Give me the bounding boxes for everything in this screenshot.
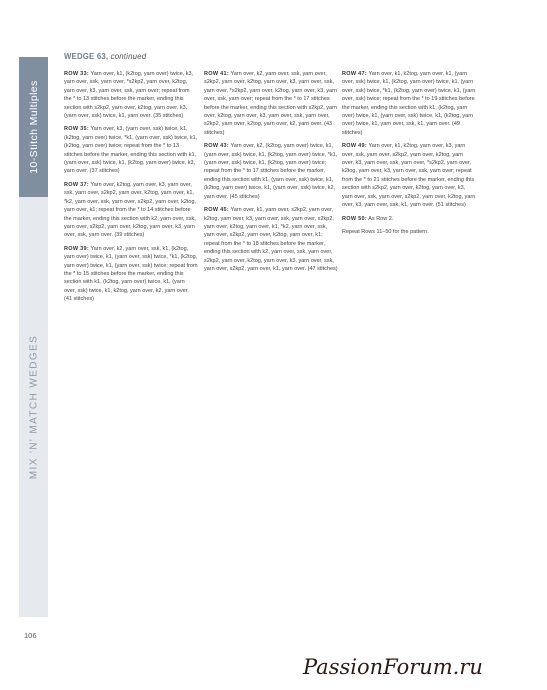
- row-label: ROW 33:: [64, 71, 90, 77]
- row-text: Yarn over, k1, (k2tog, yarn over) twice, k3, yarn over, ssk, yarn over, *s2kp2, yarn over, k2tog, yarn over, k3, yarn over, ssk, yarn over; repeat from the * to 13 stitches before the marker, ending this section with s2kp2, yarn over, k2tog, yarn over, k3, (yarn over, ssk) twice, k1, yarn over. (35 stitches): [64, 71, 194, 120]
- page-number: 106: [24, 631, 37, 640]
- sidebar-chapter-label: MIX 'N' MATCH WEDGES: [28, 334, 39, 480]
- instructions-column-1: [64, 70, 198, 309]
- row-instruction: [204, 70, 338, 137]
- sidebar-section-tab: [19, 57, 48, 197]
- row-text: Yarn over, k2, yarn over, ssk, k1, (k2tog, yarn over) twice, k1, (yarn over, ssk) twice, *k1, (k2tog, yarn over) twice, k1, (yarn over, ssk) twice; repeat from the * to 15 stitches before the marker, ending this section with k1, (k2tog, yarn over) twice, k1, (yarn over, ssk) twice, k1, k2tog, yarn over, k2, yarn over. (41 stitches): [64, 245, 198, 303]
- row-label: ROW 47:: [342, 71, 368, 77]
- row-instruction: [64, 125, 198, 175]
- row-instruction: [204, 142, 338, 201]
- row-instruction: [204, 206, 338, 273]
- row-text: Yarn over, k2tog, yarn over, k3, yarn over, ssk, yarn over, s2kp2, yarn over, k2tog, yarn over, k1, *k2, yarn over, ssk, yarn over, s2kp2, yarn over, k2tog, yarn over, k1; repeat from the * to 14 stitches before the marker, ending this section with k2, yarn over, ssk, yarn over, s2kp2, yarn over, k2tog, yarn over, k3, yarn over, ssk, yarn over. (39 stitches): [64, 181, 197, 239]
- row-label: ROW 35:: [64, 126, 90, 133]
- row-text: Yarn over, k3, (yarn over, ssk) twice, k1, (k2tog, yarn over) twice, *k1, (yarn over, ssk) twice, k1, (k2tog, yarn over) twice; repeat from the * to 13 stitches before the marker, ending this section with k1, (yarn over, ssk) twice, k1, (k2tog, yarn over) twice, k3, yarn over. (37 stitches): [64, 126, 198, 175]
- row-instruction: [64, 181, 198, 240]
- row-label: ROW 50:: [342, 215, 368, 222]
- row-text: Yarn over, k2, (k2tog, yarn over) twice, k1, (yarn over, ssk) twice, k1, (k2tog, yarn over) twice, *k1, (yarn over, ssk) twice, k1, (k2tog, yarn over) twice; repeat from the * to 17 stitches before the marker, ending this section with k1, (yarn over, ssk) twice, k1, (k2tog, yarn over) twice, k1, (yarn over, ssk) twice, k2, yarn over. (45 stitches): [204, 143, 338, 200]
- section-heading-continued: continued: [110, 52, 147, 61]
- row-label: ROW 43:: [204, 143, 230, 150]
- row-label: ROW 37:: [64, 181, 90, 188]
- row-instruction: [342, 70, 476, 137]
- row-text: As Row 2.: [368, 215, 394, 222]
- row-label: ROW 45:: [204, 207, 230, 214]
- row-instruction: [342, 215, 476, 223]
- sidebar-section-label: 10-Stitch Multiples: [27, 80, 40, 174]
- sidebar-chapter-tab: [19, 197, 48, 617]
- row-label: ROW 49:: [342, 143, 368, 150]
- watermark-text: PassionForum.ru: [303, 655, 483, 679]
- section-heading: [64, 52, 146, 61]
- row-instruction: [342, 142, 476, 209]
- instructions-column-3: [342, 70, 476, 241]
- row-text: Yarn over, k1, yarn over, s2kp2, yarn over, k2tog, yarn over, k3, yarn over, ssk, yarn over, s2kp2, yarn over, k2tog, yarn over, k1, *k2, yarn over, ssk, yarn over, s2kp2, yarn over, k2tog, yarn over, k1; repeat from the * to 18 stitches before the marker, ending this section with k2, yarn over, ssk, yarn over, s2kp2, yarn over, k2tog, yarn over, k3, yarn over, ssk, yarn over, s2kp2, yarn over, k1, yarn over. (47 stitches): [204, 207, 338, 272]
- row-instruction: [64, 245, 198, 304]
- row-label: ROW 39:: [64, 245, 90, 252]
- row-label: ROW 41:: [204, 71, 230, 77]
- instructions-column-2: [204, 70, 338, 278]
- row-text: Yarn over, k1, k2tog, yarn over, k1, (yarn over, ssk) twice, k1, (k2tog, yarn over) twice, k1, (yarn over, ssk) twice, *k1, (k2tog, yarn over) twice, k1, (yarn over, ssk) twice; repeat from the * to 19 stitches before the marker, ending this section with k1, (k2tog, yarn over) twice, k1, (yarn over, ssk) twice, k1, (k2tog, yarn over) twice, k1, yarn over, ssk, k1, yarn over. (49 stitches): [342, 71, 476, 136]
- row-text: Yarn over, k1, k2tog, yarn over, k3, yarn over, ssk, yarn over, s2kp2, yarn over, k2tog, yarn over, k3, yarn over, ssk, yarn over, *s2kp2, yarn over, k2tog, yarn over, k3, yarn over, ssk, yarn over; repeat from the * to 21 stitches before the marker, ending this section with s2kp2, yarn over, k2tog, yarn over, k3, yarn over, ssk, yarn over, s2kp2, yarn over, k2tog, yarn over, k3, yarn over, ssk, k1, yarn over. (51 stitches): [342, 143, 476, 209]
- repeat-note: Repeat Rows 11–50 for the pattern.: [342, 228, 429, 235]
- section-heading-title: WEDGE 63,: [64, 52, 109, 61]
- row-text: Yarn over, k2, yarn over, ssk, yarn over, s2kp2, yarn over, k2tog, yarn over, k3, yarn over, ssk, yarn over, *s2kp2, yarn over, k2tog, yarn over, k3, yarn over, ssk, yarn over; repeat from the * to 17 stitches before the marker, ending this section with s2kp2, yarn over, k2tog, yarn over, k3, yarn over, ssk, yarn over, s2kp2, yarn over, k2tog, yarn over, k2, yarn over. (43 stitches): [204, 71, 337, 136]
- row-instruction: [64, 70, 198, 120]
